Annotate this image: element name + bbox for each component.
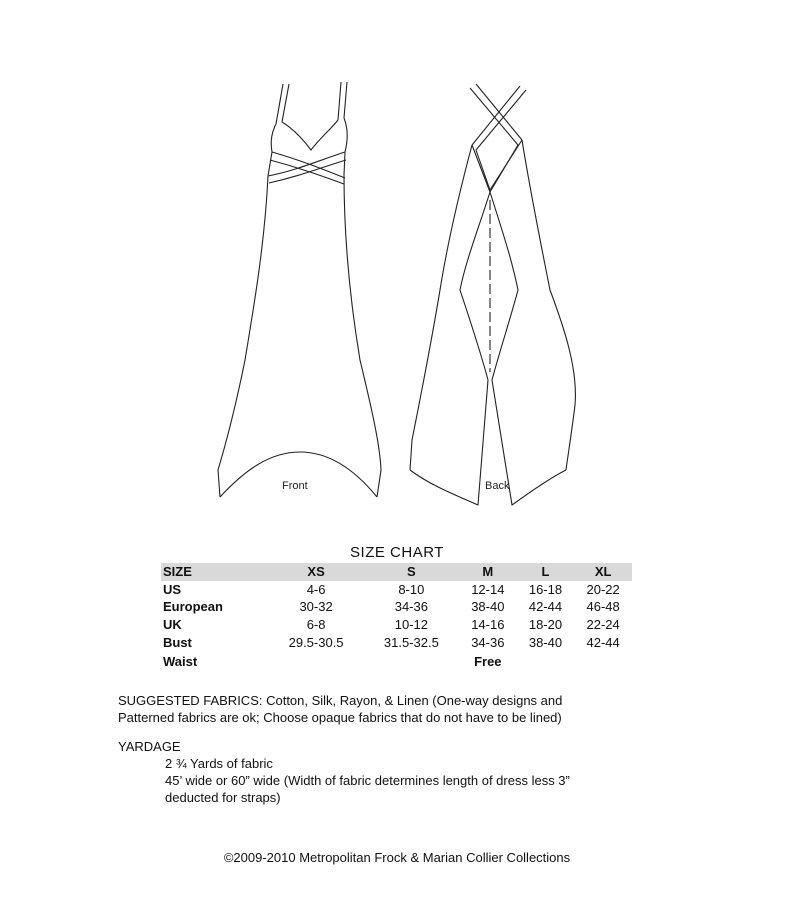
table-row — [161, 598, 632, 616]
table-cell: 34-36 — [471, 634, 505, 650]
table-row — [161, 616, 632, 634]
table-cell: 4-6 — [306, 581, 326, 597]
table-cell: 30-32 — [299, 599, 333, 615]
yardage-line-2: 45’ wide or 60” wide (Width of fabric determines length of dress less 3” — [165, 773, 570, 788]
header-m: M — [482, 564, 494, 580]
yardage-line-1: 2 ¾ Yards of fabric — [165, 756, 273, 771]
row-label: European — [163, 599, 223, 615]
header-s: S — [407, 564, 416, 580]
header-xl: XL — [594, 564, 612, 580]
back-label: Back — [485, 480, 510, 492]
table-cell: 18-20 — [528, 617, 563, 633]
copyright-footer: ©2009-2010 Metropolitan Frock & Marian Collier Collections — [223, 850, 571, 865]
back-dress-drawing — [405, 80, 595, 520]
table-cell: 29.5-30.5 — [288, 634, 344, 650]
table-cell: 10-12 — [394, 617, 428, 633]
size-chart-header-row — [161, 563, 632, 581]
row-label: US — [163, 581, 182, 597]
fabrics-line-1: SUGGESTED FABRICS: Cotton, Silk, Rayon, & Linen (One-way designs and — [118, 693, 563, 708]
yardage-section — [118, 738, 570, 806]
size-chart-table — [161, 563, 632, 673]
yardage-line-3: deducted for straps) — [165, 790, 281, 805]
table-cell: 31.5-32.5 — [383, 634, 439, 650]
table-cell: 6-8 — [306, 617, 326, 633]
table-row — [161, 581, 632, 599]
table-cell: 8-10 — [398, 581, 425, 597]
row-label: Bust — [163, 634, 192, 650]
table-cell: 42-44 — [528, 599, 563, 615]
table-cell: 46-48 — [586, 599, 620, 615]
front-dress-drawing — [205, 80, 405, 520]
table-row-waist — [161, 651, 632, 673]
table-cell: 34-36 — [394, 599, 428, 615]
table-cell: 22-24 — [586, 617, 620, 633]
table-cell: 20-22 — [586, 581, 620, 597]
row-label: UK — [163, 617, 182, 633]
table-cell: 14-16 — [471, 617, 505, 633]
suggested-fabrics — [118, 692, 562, 726]
table-row — [161, 633, 632, 651]
table-cell: 38-40 — [471, 599, 505, 615]
header-xs: XS — [307, 564, 325, 580]
table-cell: 16-18 — [528, 581, 563, 597]
header-size: SIZE — [163, 564, 192, 580]
waist-value: Free — [474, 654, 502, 670]
table-cell: 38-40 — [528, 634, 563, 650]
front-label: Front — [282, 480, 308, 492]
header-l: L — [541, 564, 550, 580]
row-label: Waist — [163, 654, 198, 670]
yardage-heading: YARDAGE — [118, 739, 181, 754]
size-chart-title: SIZE CHART — [350, 544, 444, 561]
table-cell: 42-44 — [586, 634, 620, 650]
table-cell: 12-14 — [471, 581, 505, 597]
fabrics-line-2: Patterned fabrics are ok; Choose opaque fabrics that do not have to be lined) — [118, 710, 562, 725]
